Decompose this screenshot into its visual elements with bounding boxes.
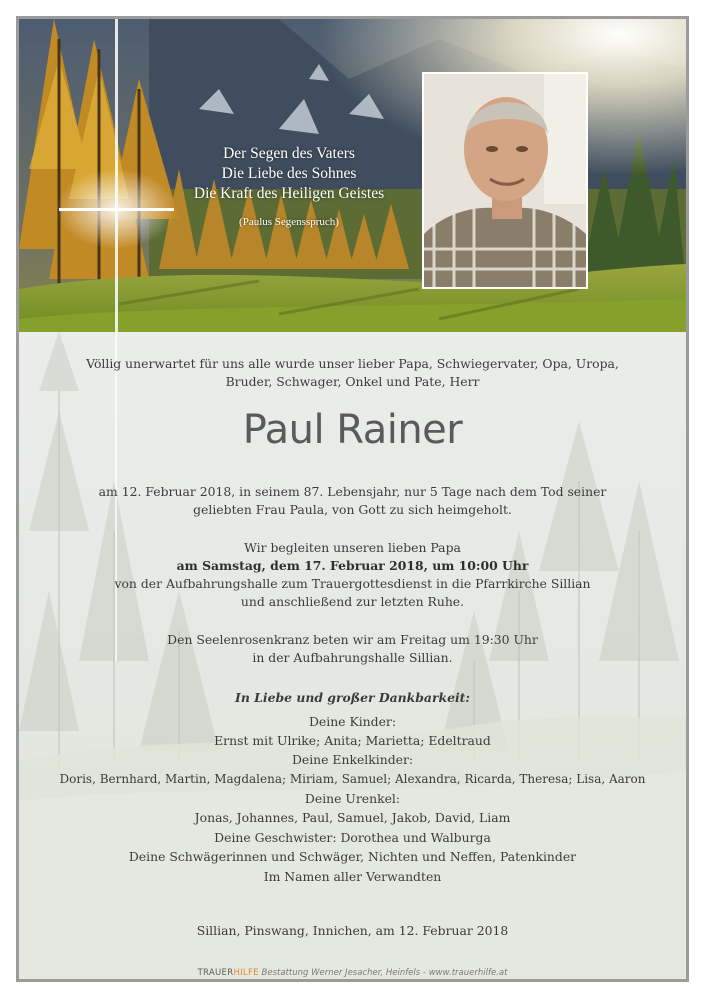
verse-line: Die Kraft des Heiligen Geistes (193, 185, 385, 202)
obituary-card (16, 16, 689, 982)
mourners-line: Deine Kinder: (308, 714, 397, 729)
place-date: Sillian, Pinswang, Innichen, am 12. Februar 2018 (196, 923, 509, 938)
mourners-line: Jonas, Johannes, Paul, Samuel, Jakob, David, Liam (194, 810, 511, 825)
mourners-line: Im Namen aller Verwandten (263, 869, 442, 884)
funeral-line: und anschließend zur letzten Ruhe. (240, 594, 465, 609)
mourners-line: Doris, Bernhard, Martin, Magdalena; Miriam, Samuel; Alexandra, Ricarda, Theresa; Lisa, Aaron (59, 772, 646, 786)
death-line: am 12. Februar 2018, in seinem 87. Lebensjahr, nur 5 Tage nach dem Tod seiner (98, 484, 607, 499)
verse-source: (Paulus Segensspruch) (239, 216, 339, 228)
verse-line: Der Segen des Vaters (223, 145, 355, 162)
funeral-line: Wir begleiten unseren lieben Papa (244, 540, 461, 555)
mourners-line: Deine Urenkel: (304, 791, 401, 806)
funeral-line: von der Aufbahrungshalle zum Trauergottesdienst in die Pfarrkirche Sillian (114, 576, 591, 591)
mourners-heading: In Liebe und großer Dankbarkeit: (235, 690, 470, 705)
intro-line: Völlig unerwartet für uns alle wurde unser lieber Papa, Schwiegervater, Opa, Uropa, (86, 356, 619, 371)
mourners-line: Deine Schwägerinnen und Schwäger, Nichten und Neffen, Patenkinder (128, 849, 577, 864)
death-line: geliebten Frau Paula, von Gott zu sich heimgeholt. (193, 502, 512, 517)
funeral-date: am Samstag, dem 17. Februar 2018, um 10:00 Uhr (176, 558, 529, 573)
portrait-photo (422, 72, 588, 289)
verse-line: Die Liebe des Sohnes (221, 165, 357, 182)
intro-line: Bruder, Schwager, Onkel und Pate, Herr (225, 374, 480, 389)
rosary-line: in der Aufbahrungshalle Sillian. (252, 650, 453, 665)
brand-name-part2: HILFE (233, 968, 259, 978)
rosary-line: Den Seelenrosenkranz beten wir am Freitag um 19:30 Uhr (167, 632, 538, 647)
mourners-line: Ernst mit Ulrike; Anita; Marietta; Edeltraud (214, 733, 491, 748)
mourners-line: Deine Geschwister: Dorothea und Walburga (214, 830, 491, 845)
funeral-home-footer (19, 968, 686, 978)
blessing-verse (169, 144, 409, 204)
mourners-line: Deine Enkelkinder: (291, 752, 414, 767)
brand-name-part1: TRAUER (197, 968, 234, 978)
deceased-name: Paul Rainer (242, 407, 463, 453)
footer-text: Bestattung Werner Jesacher, Heinfels - www.trauerhilfe.at (258, 968, 508, 978)
